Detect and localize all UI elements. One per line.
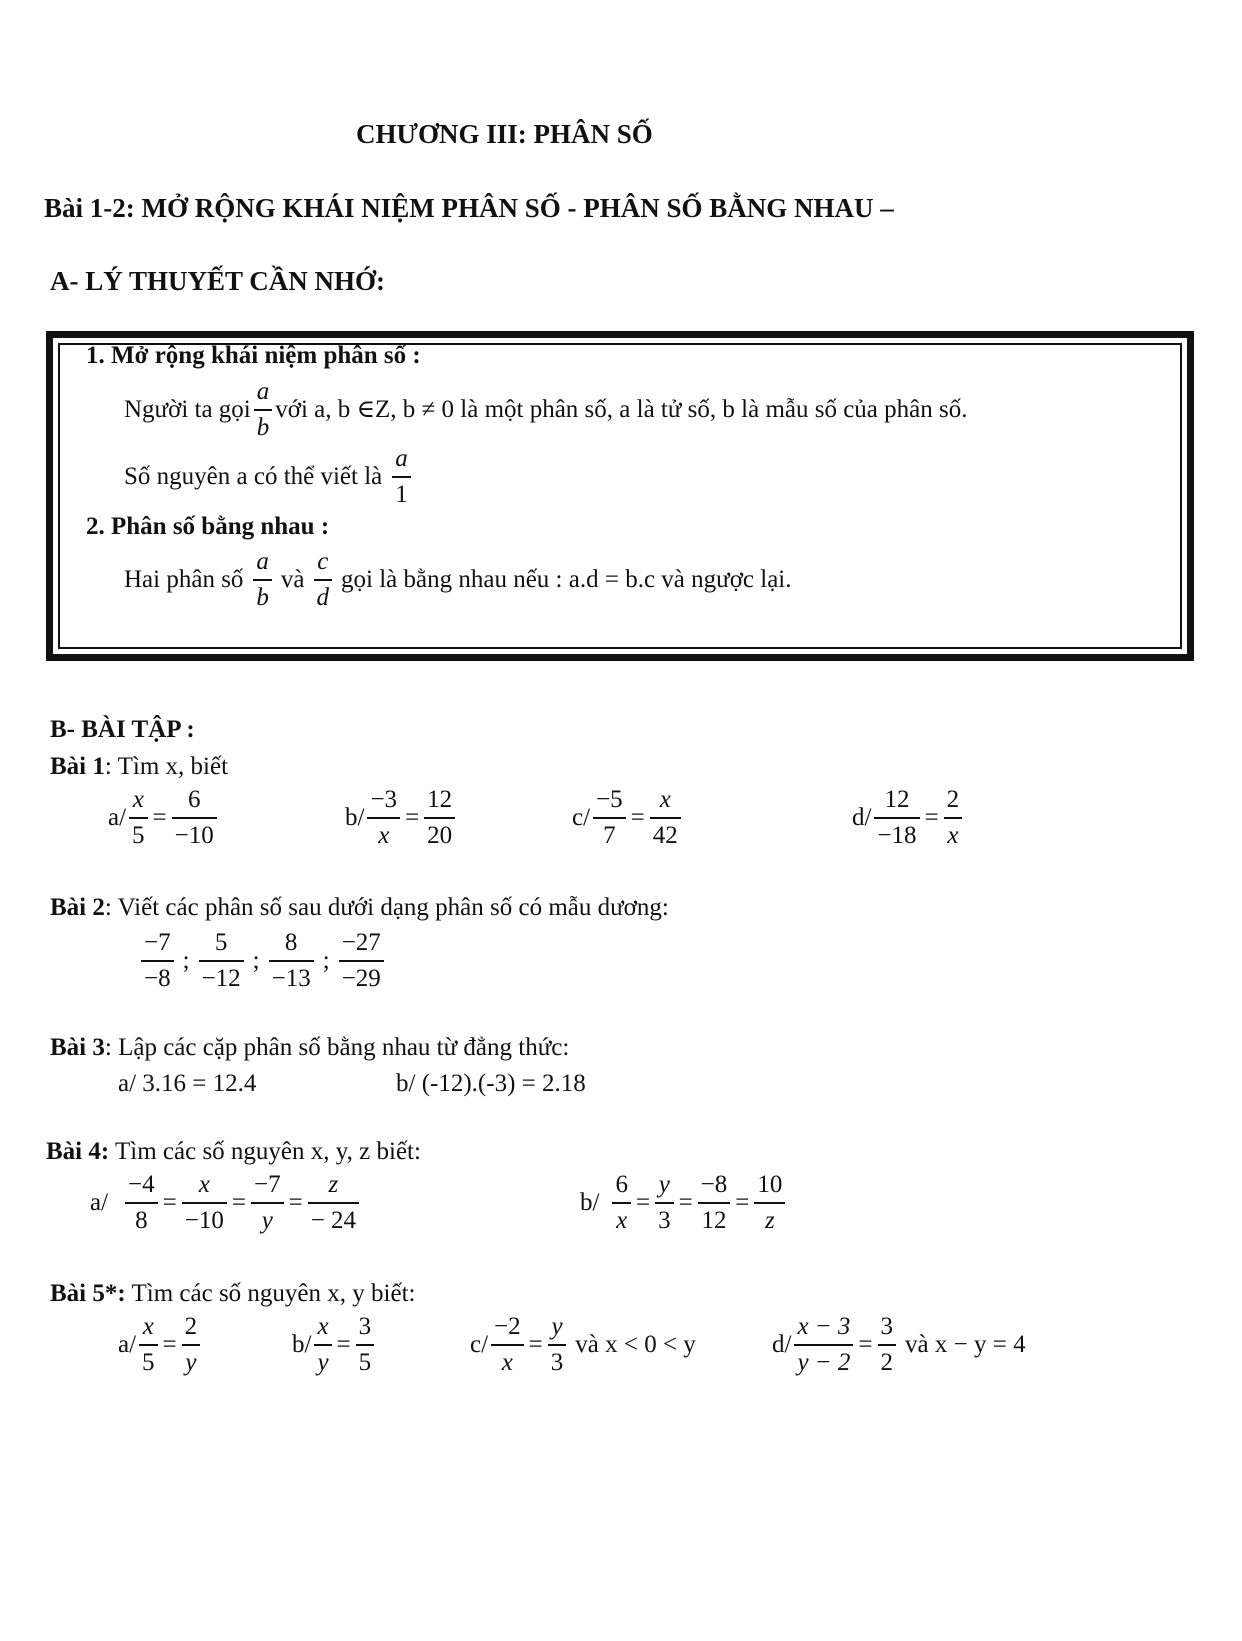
frac-numerator: a [395,445,408,472]
frac-numerator: 3 [358,1313,372,1340]
frac-numerator: −7 [144,929,171,956]
frac-denominator: −10 [184,1207,224,1234]
fraction [367,786,400,850]
frac-denominator: 1 [395,481,408,508]
item-prefix: b/ [345,804,365,831]
theory-heading-1: 1. Mở rộng khái niệm phân số : [86,342,421,369]
fraction [182,1171,227,1235]
frac-numerator: c [317,548,329,575]
equal-text-start: Hai phân số [124,566,244,593]
frac-numerator: 6 [187,786,201,813]
frac-denominator: 2 [880,1349,894,1376]
separator: ; [322,947,330,974]
frac-numerator: −5 [596,786,623,813]
fraction [874,786,919,850]
frac-numerator: z [328,1171,339,1198]
bai2-heading [50,893,669,923]
fraction [356,1313,375,1377]
fraction [794,1313,853,1377]
condition-text: và x − y = 4 [905,1331,1026,1358]
frac-numerator: x [198,1171,210,1198]
equals-sign: = [336,1331,351,1358]
equals-sign: = [405,804,420,831]
fraction [650,786,681,850]
equals-sign: = [678,1189,693,1216]
fraction [139,1313,158,1377]
theory-equal-line [124,548,792,612]
fraction [548,1313,567,1377]
frac-denominator: 7 [603,822,616,849]
lesson-title: Bài 1-2: MỞ RỘNG KHÁI NIỆM PHÂN SỐ - PHÂN SỐ BẰNG NHAU – [44,193,894,223]
section-b-heading: B- BÀI TẬP : [50,716,195,743]
frac-numerator: −27 [341,929,381,956]
fraction-c-over-d [314,548,333,612]
separator: ; [252,947,260,974]
bai4-item-a [90,1171,362,1235]
frac-numerator: 2 [184,1313,198,1340]
fraction [878,1313,897,1377]
bai5-text: Tìm các số nguyên x, y biết: [125,1280,416,1307]
frac-numerator: a [256,548,269,575]
fraction [125,1171,158,1235]
equals-sign: = [152,804,167,831]
frac-denominator: 3 [550,1349,564,1376]
theory-heading-2: 2. Phân số bằng nhau : [86,513,330,540]
definition-text-start: Người ta gọi [124,396,251,423]
bai1-label: Bài 1 [50,753,105,780]
frac-denominator: −13 [271,965,311,992]
frac-denominator: −8 [144,965,171,992]
item-prefix: d/ [852,804,872,831]
frac-numerator: −3 [370,786,398,813]
item-prefix: d/ [772,1331,792,1358]
bai2-fractions [138,929,387,993]
bai3-item-a: a/ 3.16 = 12.4 [118,1070,257,1097]
chapter-title: CHƯƠNG III: PHÂN SỐ [356,119,653,149]
frac-denominator: 3 [658,1207,671,1234]
fraction-a-over-b [254,378,273,442]
fraction [269,929,314,993]
frac-denominator: x [378,822,390,849]
section-a-heading: A- LÝ THUYẾT CẦN NHỚ: [50,266,386,296]
fraction [944,786,963,850]
frac-numerator: 8 [284,929,298,956]
equals-sign: = [630,804,645,831]
frac-numerator: 6 [615,1171,628,1198]
fraction-a-over-1 [392,445,411,509]
bai1-item-d [852,786,965,850]
bai2-label: Bài 2 [50,894,105,921]
fraction [754,1171,785,1235]
fraction [612,1171,631,1235]
frac-numerator: 10 [757,1171,783,1198]
equal-text-end: gọi là bằng nhau nếu : a.d = b.c và ngược lại. [341,566,792,593]
fraction [251,1171,284,1235]
bai4-item-b [580,1171,788,1235]
fraction [424,786,455,850]
frac-numerator: 2 [946,786,960,813]
frac-denominator: x [947,822,959,849]
fraction [339,929,384,993]
frac-denominator: x [501,1349,513,1376]
equals-sign: = [858,1331,873,1358]
frac-numerator: 5 [214,929,228,956]
bai3-item-b: b/ (-12).(-3) = 2.18 [396,1070,586,1097]
frac-denominator: 5 [132,822,145,849]
frac-denominator: d [316,584,330,611]
bai1-item-b [345,786,458,850]
equals-sign: = [288,1189,303,1216]
equals-sign: = [231,1189,246,1216]
frac-numerator: −8 [700,1171,728,1198]
fraction [314,1313,331,1377]
frac-numerator: −2 [494,1313,521,1340]
theory-integer-line [124,445,414,509]
frac-numerator: x [132,786,144,813]
fraction [593,786,626,850]
bai4-text: Tìm các số nguyên x, y, z biết: [109,1138,421,1165]
bai3-label: Bài 3 [50,1034,105,1061]
fraction [199,929,244,993]
condition-text: và x < 0 < y [575,1331,696,1358]
bai5-item-c [470,1313,696,1377]
fraction [655,1171,674,1235]
bai5-item-d [772,1313,1026,1377]
bai3-heading [50,1033,569,1063]
frac-numerator: x [317,1313,329,1340]
bai5-item-b [292,1313,377,1377]
equal-text-mid: và [280,566,305,593]
theory-definition-line [124,378,967,442]
frac-denominator: −10 [174,822,214,849]
frac-denominator: y [185,1349,197,1376]
item-prefix: a/ [90,1189,109,1216]
frac-denominator: b [256,584,269,611]
integer-text: Số nguyên a có thể viết là [124,463,383,490]
frac-denominator: −18 [877,822,917,849]
frac-denominator: 5 [142,1349,155,1376]
bai3-text: : Lập các cặp phân số bằng nhau từ đẳng thức: [104,1034,570,1061]
frac-numerator: y [658,1171,670,1198]
frac-denominator: 20 [427,822,453,849]
bai1-item-a [108,786,220,850]
fraction [129,786,148,850]
frac-denominator: 8 [135,1207,148,1234]
equals-sign: = [162,1189,177,1216]
bai1-heading [50,752,228,782]
fraction [308,1171,359,1235]
frac-denominator: y [317,1349,329,1376]
frac-numerator: 3 [880,1313,894,1340]
frac-numerator: 12 [884,786,910,813]
frac-numerator: −7 [253,1171,281,1198]
frac-numerator: x [142,1313,154,1340]
frac-denominator: y [261,1207,273,1234]
frac-denominator: − 24 [310,1207,357,1234]
item-prefix: b/ [580,1189,600,1216]
frac-denominator: 42 [652,822,678,849]
frac-denominator: b [256,414,270,441]
frac-denominator: 5 [358,1349,372,1376]
equals-sign: = [162,1331,177,1358]
bai5-item-a [118,1313,203,1377]
fraction [141,929,174,993]
item-prefix: b/ [292,1331,312,1358]
frac-denominator: z [765,1207,775,1234]
separator: ; [182,947,190,974]
equals-sign: = [924,804,939,831]
bai4-label: Bài 4: [46,1138,110,1165]
bai4-heading [46,1137,421,1167]
frac-denominator: −29 [341,965,381,992]
bai1-text: : Tìm x, biết [104,753,229,780]
definition-text-end: với a, b ∈Z, b ≠ 0 là một phân số, a là tử số, b là mẫu số của phân số. [275,396,968,423]
frac-numerator: 12 [427,786,453,813]
bai5-label: Bài 5*: [50,1280,126,1307]
frac-denominator: 12 [701,1207,727,1234]
bai5-heading [50,1279,415,1309]
frac-numerator: a [256,378,270,405]
fraction [182,1313,201,1377]
equals-sign: = [635,1189,651,1216]
frac-denominator: y − 2 [797,1349,851,1376]
fraction [698,1171,731,1235]
item-prefix: c/ [572,804,591,831]
bai1-item-c [572,786,684,850]
equals-sign: = [735,1189,750,1216]
item-prefix: a/ [108,804,127,831]
frac-denominator: x [616,1207,628,1234]
frac-numerator: x − 3 [797,1313,851,1340]
frac-numerator: −4 [128,1171,155,1198]
fraction [491,1313,524,1377]
item-prefix: c/ [470,1331,489,1358]
bai2-text: : Viết các phân số sau dưới dạng phân số có mẫu dương: [104,894,669,921]
fraction [172,786,217,850]
frac-numerator: x [659,786,671,813]
item-prefix: a/ [118,1331,137,1358]
frac-numerator: y [551,1313,563,1340]
fraction-a-over-b [253,548,272,612]
equals-sign: = [528,1331,543,1358]
frac-denominator: −12 [201,965,241,992]
